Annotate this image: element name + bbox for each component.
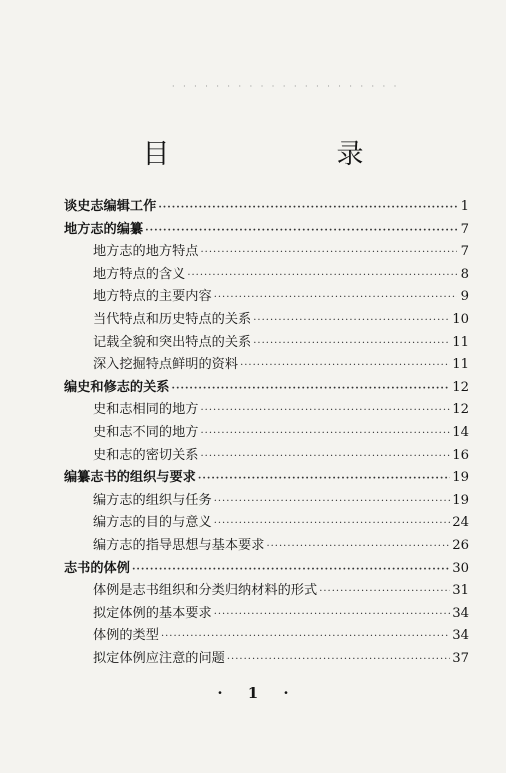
toc-chapter-entry: [64, 195, 469, 217]
toc-leader-dots: [187, 270, 457, 281]
toc-page-number: 12: [452, 402, 469, 418]
toc-page-number: 7: [460, 221, 469, 237]
toc-section-entry: [93, 285, 469, 307]
toc-page-number: 9: [460, 289, 469, 305]
toc-entry-label: 史和志不同的地方: [93, 425, 199, 440]
toc-entry-label: 编方志的组织与任务: [93, 492, 212, 508]
toc-leader-dots: [201, 405, 451, 416]
toc-leader-dots: [240, 360, 450, 371]
toc-entry-label: 谈史志编辑工作: [64, 199, 157, 214]
toc-page-number: 8: [460, 266, 469, 282]
toc-entry-label: 体例是志书组织和分类归纳材料的形式: [93, 583, 318, 599]
toc-section-entry: [93, 511, 469, 533]
toc-entry-label: 当代特点和历史特点的关系: [93, 312, 252, 327]
toc-entry-label: 记载全貌和突出特点的关系: [93, 334, 252, 350]
toc-section-entry: [93, 353, 469, 375]
toc-entry-label: 编方志的指导思想与基本要求: [93, 538, 265, 553]
scan-noise-dots: · · · · · · · · · · · · · · · · · · · · ·: [172, 82, 400, 91]
toc-entry-label: 地方特点的含义: [93, 266, 186, 282]
toc-section-entry: [93, 421, 469, 443]
toc-leader-dots: [319, 586, 450, 597]
toc-section-entry: [93, 647, 469, 669]
toc-entry-label: 志书的体例: [64, 560, 130, 576]
toc-leader-dots: [158, 202, 457, 213]
page-folio: · 1 ·: [217, 684, 299, 702]
toc-section-entry: [93, 534, 469, 556]
toc-entry-label: 编纂志书的组织与要求: [64, 470, 196, 486]
toc-leader-dots: [266, 541, 450, 552]
toc-leader-dots: [214, 518, 451, 529]
toc-leader-dots: [227, 654, 450, 665]
toc-section-entry: [93, 624, 469, 646]
toc-leader-dots: [201, 428, 451, 439]
toc-leader-dots: [214, 292, 457, 303]
toc-entry-label: 体例的类型: [93, 628, 159, 644]
toc-section-entry: [93, 240, 469, 262]
toc-page-number: 16: [452, 447, 469, 463]
toc-leader-dots: [253, 338, 450, 349]
toc-page-number: 31: [452, 583, 469, 599]
toc-leader-dots: [161, 631, 450, 642]
toc-page-number: 26: [452, 538, 469, 553]
toc-entry-label: 史和志的密切关系: [93, 447, 199, 463]
toc-page-number: 34: [452, 628, 469, 644]
toc-page-number: 19: [452, 470, 469, 486]
toc-leader-dots: [132, 564, 450, 575]
toc-entry-label: 史和志相同的地方: [93, 402, 199, 418]
toc-chapter-entry: [64, 376, 469, 398]
toc-entry-label: 地方特点的主要内容: [93, 289, 212, 305]
toc-section-entry: [93, 308, 469, 330]
toc-leader-dots: [198, 473, 450, 484]
toc-entry-label: 拟定体例应注意的问题: [93, 651, 225, 666]
toc-page-number: 24: [452, 515, 469, 531]
toc-chapter-entry: [64, 466, 469, 488]
toc-page-number: 11: [452, 334, 469, 350]
toc-page-number: 34: [452, 605, 469, 621]
toc-page-number: 30: [452, 560, 469, 576]
toc-entry-label: 编方志的目的与意义: [93, 515, 212, 531]
toc-section-entry: [93, 331, 469, 353]
toc-page-number: 11: [452, 357, 469, 373]
toc-chapter-entry: [64, 218, 469, 240]
toc-section-entry: [93, 489, 469, 511]
toc-leader-dots: [253, 315, 450, 326]
toc-page-number: 37: [452, 651, 469, 666]
toc-section-entry: [93, 263, 469, 285]
page-title: 目 录: [142, 139, 434, 170]
toc-entry-label: 编史和修志的关系: [64, 379, 170, 395]
toc-section-entry: [93, 579, 469, 601]
toc-leader-dots: [201, 247, 458, 258]
toc-page-number: 19: [452, 492, 469, 508]
toc-leader-dots: [214, 609, 451, 620]
toc-entry-label: 深入挖掘特点鲜明的资料: [93, 357, 239, 373]
toc-leader-dots: [172, 383, 451, 394]
toc-leader-dots: [214, 496, 451, 507]
toc-page-number: 1: [460, 199, 469, 214]
toc-chapter-entry: [64, 557, 469, 579]
toc-section-entry: [93, 398, 469, 420]
toc-entry-label: 地方志的地方特点: [93, 244, 199, 260]
toc-entry-label: 拟定体例的基本要求: [93, 605, 212, 621]
toc-page-number: 10: [452, 312, 469, 327]
toc-page-number: 12: [452, 379, 469, 395]
toc-leader-dots: [145, 225, 457, 236]
toc-section-entry: [93, 444, 469, 466]
toc-page-number: 14: [452, 425, 469, 440]
toc-leader-dots: [201, 451, 451, 462]
toc-page-number: 7: [460, 244, 469, 260]
toc-entry-label: 地方志的编纂: [64, 221, 144, 237]
toc-section-entry: [93, 602, 469, 624]
